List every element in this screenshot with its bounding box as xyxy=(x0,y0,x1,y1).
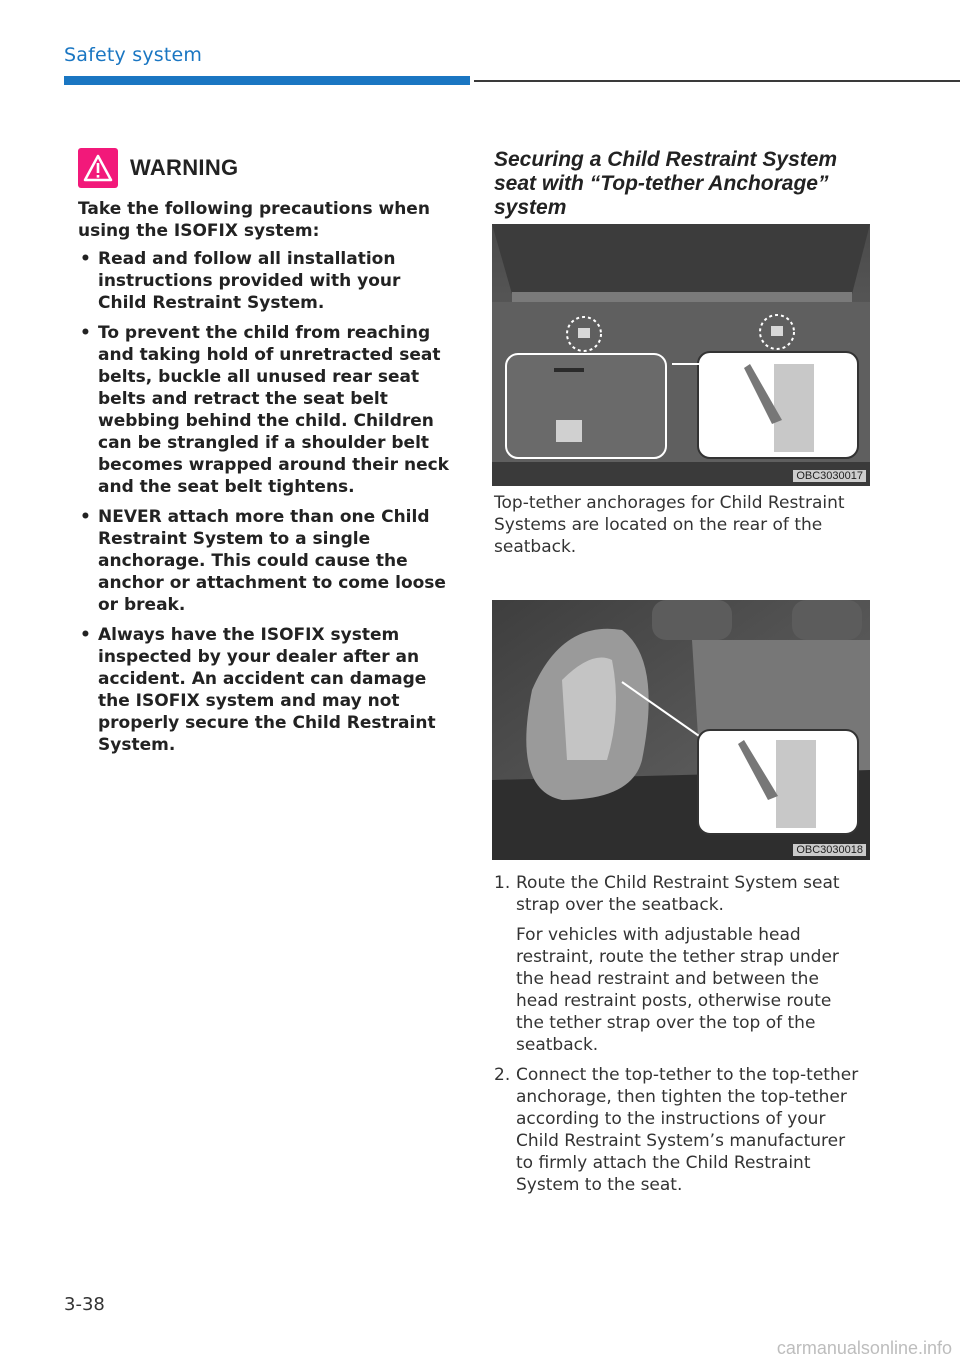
header-accent-bar xyxy=(64,76,470,85)
warning-list xyxy=(78,248,453,764)
child-seat-photo xyxy=(492,600,870,860)
step-item: 2. Connect the top-tether to the top-tether anchorage, then tighten the top-tether according to the instructions of your Child Restraint System’s manufacturer to firmly attach the Child Restraint System to the seat. xyxy=(494,1065,859,1195)
warning-intro: Take the following precautions when using the ISOFIX system: xyxy=(78,199,430,241)
warning-item: • Always have the ISOFIX system inspected by your dealer after an accident. An accident can damage the ISOFIX system and may not properly secure the Child Restraint System. xyxy=(80,625,436,755)
steps-list xyxy=(494,872,864,1204)
warning-triangle-icon xyxy=(78,148,118,188)
figure-caption: Top-tether anchorages for Child Restraint Systems are located on the rear of the seatback. xyxy=(494,493,845,557)
section-header-title: Safety system xyxy=(64,44,203,66)
trunk-anchorage-photo xyxy=(492,224,870,486)
warning-item: • NEVER attach more than one Child Restraint System to a single anchorage. This could cause the anchor or attachment to come loose or break. xyxy=(80,507,446,615)
warning-heading xyxy=(78,148,238,188)
page-number: 3-38 xyxy=(64,1294,105,1315)
warning-item: • To prevent the child from reaching and taking hold of unretracted seat belts, buckle all unused rear seat belts and retract the seat belt webbing behind the child. Children can be strangled if a shoulder belt becomes wrapped around their neck and the seat belt tightens. xyxy=(80,323,449,497)
header-rule xyxy=(474,80,960,82)
step-item: 1. Route the Child Restraint System seat strap over the seatback. For vehicles with adjustable head restraint, route the tether strap under the head restraint and between the head restraint posts, otherwise route the tether strap over the top of the seatback. xyxy=(494,873,840,1055)
warning-item: • Read and follow all installation instructions provided with your Child Restraint System. xyxy=(80,249,401,313)
figure-code: OBC3030018 xyxy=(793,844,866,856)
warning-label: WARNING xyxy=(130,155,239,180)
section-title: Securing a Child Restraint System seat with “Top-tether Anchorage” system xyxy=(494,148,838,219)
watermark: carmanualsonline.info xyxy=(776,1338,952,1358)
figure-code: OBC3030017 xyxy=(793,470,866,482)
